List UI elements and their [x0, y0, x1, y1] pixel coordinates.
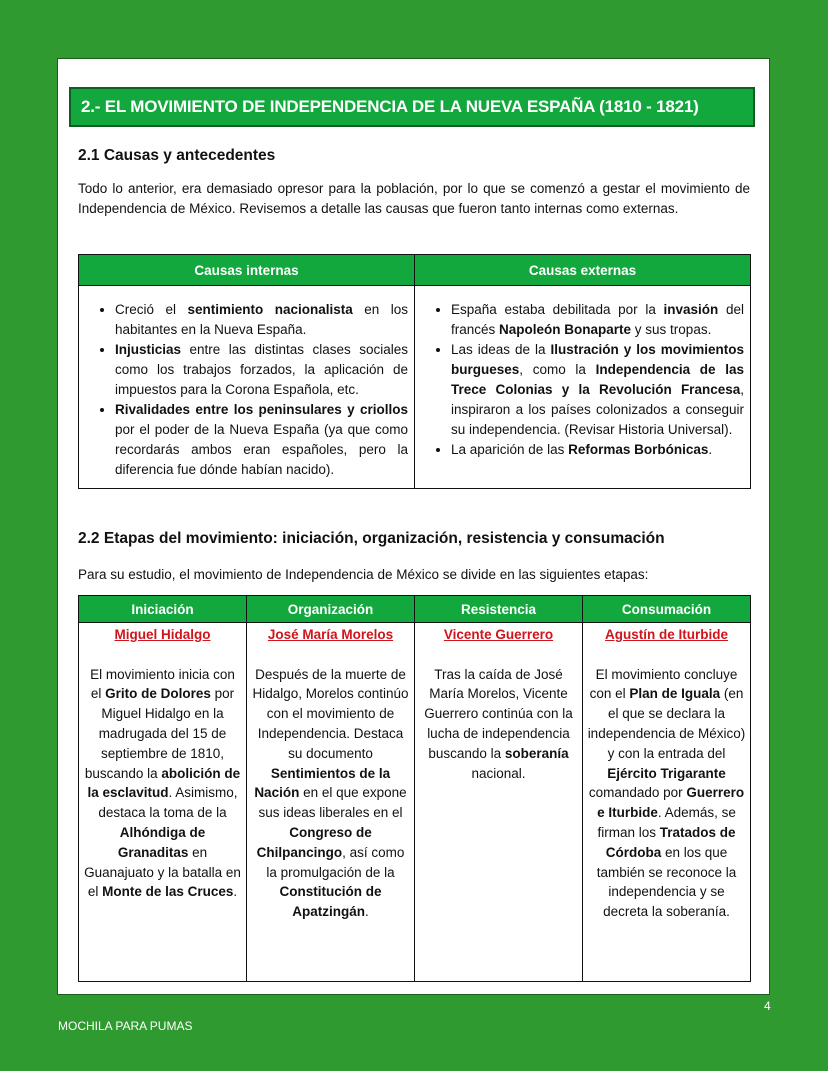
stage-leader: Miguel Hidalgo: [114, 627, 211, 642]
text-run: comandado por: [588, 785, 687, 801]
stage-leader: Vicente Guerrero: [443, 627, 554, 642]
cause-item: [451, 440, 744, 460]
text-run: entre las distintas clases sociales como los trabajos forzados, la aplicación de impuestos para la Corona Española, etc.: [115, 342, 408, 397]
text-run: y sus tropas.: [631, 322, 712, 337]
text-run: en los que también se reconoce la independencia y se decreta la soberanía.: [596, 844, 737, 920]
causes-intro: Todo lo anterior, era demasiado opresor para la población, por lo que se comenzó a gestar el movimiento de Independencia de México. Revisemos a detalle las causas que fueron tanto internas como externas.: [78, 181, 750, 216]
stage-cell: [583, 623, 751, 982]
stage-leader: José María Morelos: [267, 627, 394, 642]
chapter-title: 2.- EL MOVIMIENTO DE INDEPENDENCIA DE LA NUEVA ESPAÑA (1810 - 1821): [69, 87, 755, 127]
bold-text: Ilustración y los movimientos burgueses: [451, 342, 744, 377]
text-run: por el poder de la Nueva España (ya que como recordarás ambos eran españoles, pero la diferencia fue dónde habían nacido).: [115, 422, 408, 477]
stage-header: Iniciación: [79, 596, 247, 623]
footer-text: MOCHILA PARA PUMAS: [58, 1019, 193, 1033]
page-number: 4: [764, 999, 771, 1013]
bold-text: Alhóndiga de Granaditas: [117, 824, 206, 860]
bold-text: invasión: [663, 302, 719, 317]
stage-description: [587, 665, 746, 922]
bold-text: Rivalidades entre los peninsulares y criollos: [115, 402, 408, 417]
text-run: , como la: [519, 362, 596, 377]
text-run: nacional.: [471, 765, 526, 781]
stages-intro: Para su estudio, el movimiento de Independencia de México se divide en las siguientes etapas:: [78, 567, 649, 582]
bold-text: soberanía: [504, 745, 569, 761]
stage-header: Consumación: [583, 596, 751, 623]
bold-text: Congreso de Chilpancingo: [256, 824, 372, 860]
stage-cell: [79, 623, 247, 982]
text-run: .: [233, 884, 238, 900]
text-run: en los habitantes en la Nueva España.: [115, 302, 408, 337]
text-run: en el que expone sus ideas liberales en el: [258, 785, 407, 821]
stages-table: [78, 595, 751, 982]
text-run: . Asimismo, destaca la toma de la: [98, 785, 238, 821]
text-run: (en el que se declara la independencia de México) y con la entrada del: [587, 686, 746, 761]
bold-text: Guerrero e Iturbide: [597, 785, 745, 821]
stage-header: Resistencia: [415, 596, 583, 623]
bold-text: Constitución de Apatzingán: [279, 884, 382, 920]
text-run: por Miguel Hidalgo en la madrugada del 15 de septiembre de 1810, buscando la: [84, 686, 235, 781]
cause-item: [115, 400, 408, 480]
bold-text: Monte de las Cruces: [102, 884, 234, 900]
bold-text: Plan de Iguala: [629, 686, 721, 702]
internal-causes-cell: [79, 286, 415, 489]
cause-item: [115, 300, 408, 340]
causes-table: [78, 254, 751, 489]
text-run: Tras la caída de José María Morelos, Vicente Guerrero continúa con la lucha de independencia buscando la: [424, 666, 573, 761]
stage-header: Organización: [247, 596, 415, 623]
bold-text: Grito de Dolores: [105, 686, 211, 702]
stage-cell: [415, 623, 583, 982]
text-run: . Además, se firman los: [597, 805, 736, 840]
bold-text: Reformas Borbónicas: [568, 442, 709, 457]
col-header-external: Causas externas: [415, 255, 751, 286]
stage-leader: Agustín de Iturbide: [605, 627, 728, 642]
text-run: en Guanajuato y la batalla en el: [84, 844, 241, 900]
document-page: [57, 58, 770, 995]
text-run: El movimiento inicia con el: [90, 666, 235, 702]
text-run: .: [364, 904, 369, 920]
cause-item: [451, 340, 744, 440]
stage-cell: [247, 623, 415, 982]
text-run: del francés: [451, 302, 744, 337]
internal-causes-list: [85, 300, 408, 480]
text-run: España estaba debilitada por la: [451, 302, 664, 317]
stage-description: [251, 665, 410, 922]
text-run: Después de la muerte de Hidalgo, Morelos continúo con el movimiento de Independencia. Destaca su documento: [252, 666, 409, 761]
stage-description: [419, 665, 578, 784]
cause-item: [115, 340, 408, 400]
bold-text: Injusticias: [115, 342, 182, 357]
text-run: , inspiraron a los países colonizados a conseguir su independencia. (Revisar Historia Universal).: [451, 382, 744, 437]
bold-text: abolición de la esclavitud: [87, 765, 241, 801]
bold-text: Tratados de Córdoba: [605, 824, 736, 860]
text-run: , así como la promulgación de la: [266, 844, 405, 880]
external-causes-cell: [415, 286, 751, 489]
section-heading-causes: 2.1 Causas y antecedentes: [78, 147, 276, 164]
bold-text: sentimiento nacionalista: [187, 302, 353, 317]
bold-text: Sentimientos de la Nación: [254, 765, 391, 801]
section-heading-stages: 2.2 Etapas del movimiento: iniciación, organización, resistencia y consumación: [78, 530, 665, 547]
col-header-internal: Causas internas: [79, 255, 415, 286]
text-run: Creció el: [115, 302, 188, 317]
bold-text: Independencia de las Trece Colonias y la Revolución Francesa: [451, 362, 744, 397]
text-run: El movimiento concluye con el: [589, 666, 738, 702]
bold-text: Ejército Trigarante: [607, 765, 726, 781]
cause-item: [451, 300, 744, 340]
bold-text: Napoleón Bonaparte: [499, 322, 632, 337]
text-run: Las ideas de la: [451, 342, 551, 357]
external-causes-list: [421, 300, 744, 460]
text-run: .: [708, 442, 713, 457]
stage-description: [83, 665, 242, 903]
text-run: La aparición de las: [451, 442, 569, 457]
